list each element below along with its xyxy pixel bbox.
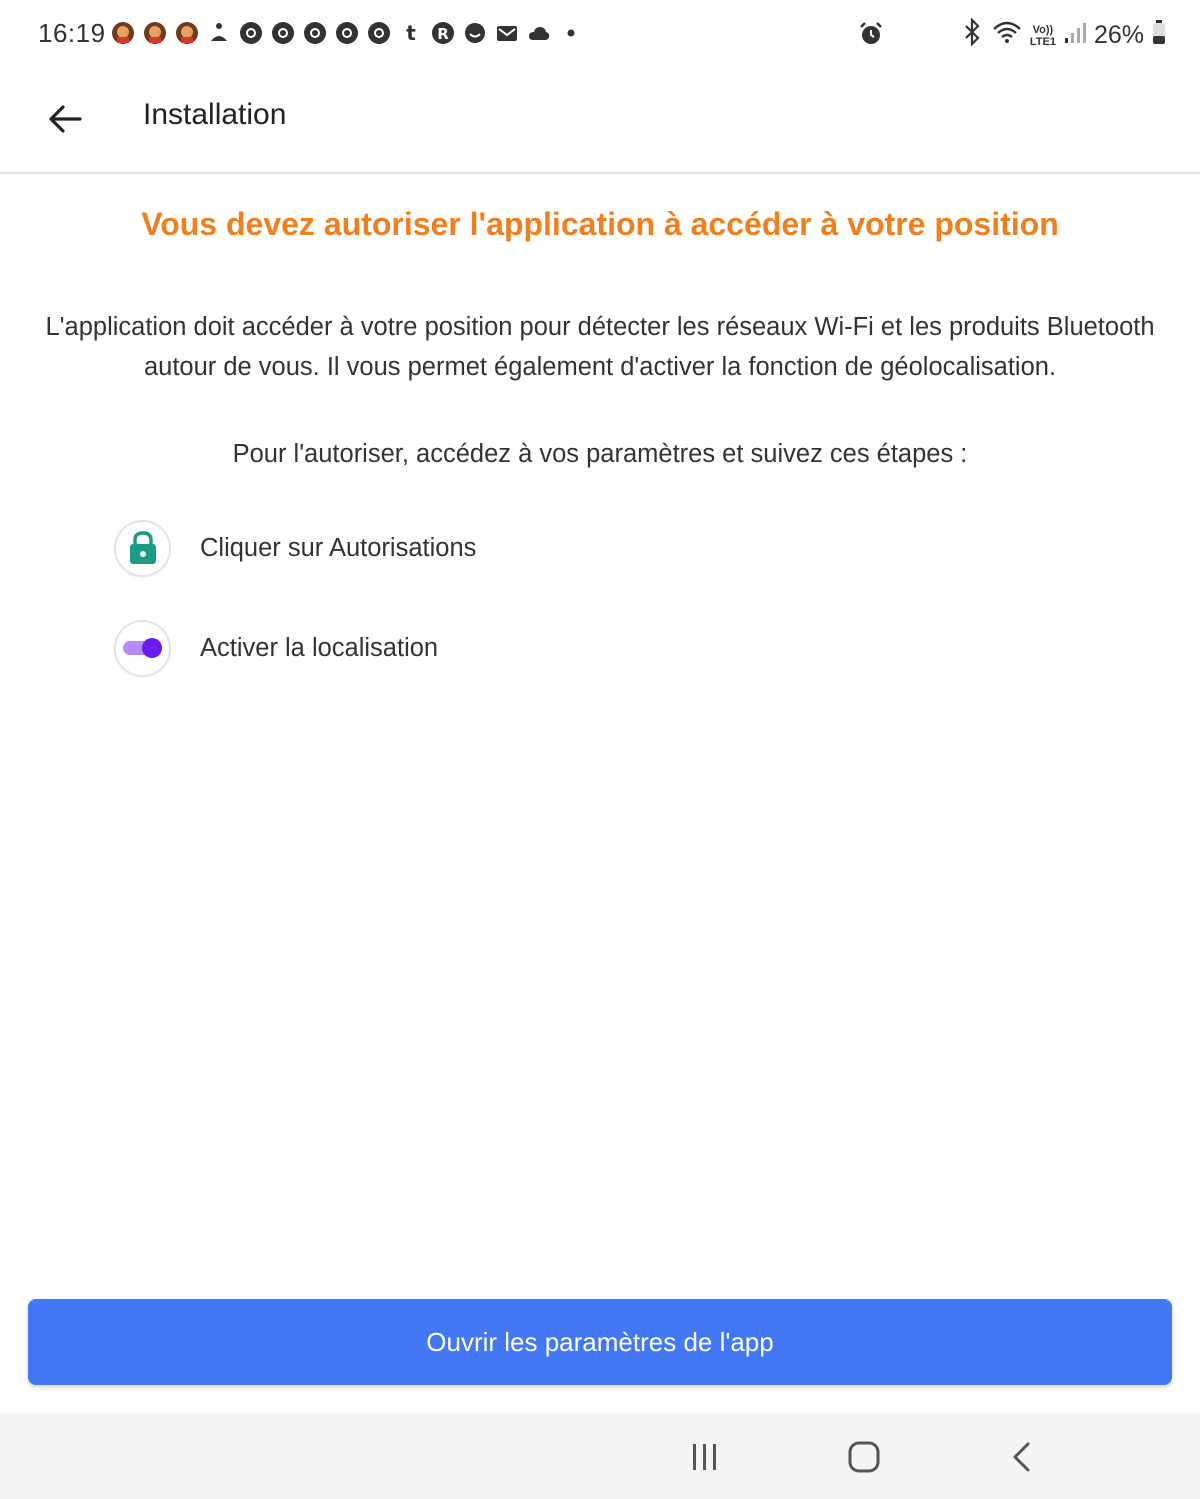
permission-description: L'application doit accéder à votre position pour détecter les réseaux Wi-Fi et les produits Bluetooth autour de vous. Il vous permet également d'activer la fonction de géolocalisation. <box>45 313 1155 381</box>
game-avatar-icon <box>174 20 200 46</box>
status-bar <box>0 0 1200 70</box>
chrome-icon <box>366 20 392 46</box>
recent-apps-button[interactable] <box>683 1435 727 1479</box>
chrome-icon <box>270 20 296 46</box>
step-label: Cliquer sur Autorisations <box>200 533 477 562</box>
status-time: 16:19 <box>38 18 106 48</box>
signal-icon <box>1064 20 1086 51</box>
alarm-icon <box>858 21 884 52</box>
svg-text:R: R <box>437 25 449 43</box>
permission-headline: Vous devez autoriser l'application à accéder à votre position <box>141 206 1059 242</box>
step-location <box>114 619 438 677</box>
instruction-text: Pour l'autoriser, accédez à vos paramètres et suivez ces étapes : <box>232 440 968 468</box>
chrome-icon <box>238 20 264 46</box>
step-authorizations <box>114 519 476 577</box>
bluetooth-icon <box>960 18 984 53</box>
page-title: Installation <box>143 98 287 131</box>
home-icon <box>847 1440 881 1474</box>
volte-label: Vo)) <box>1032 23 1054 36</box>
back-button[interactable] <box>40 94 90 144</box>
wifi-icon <box>992 19 1022 52</box>
mail-icon <box>494 20 520 46</box>
r-app-icon <box>430 20 456 46</box>
toggle-icon <box>114 620 171 677</box>
open-app-settings-button[interactable]: Ouvrir les paramètres de l'app <box>28 1299 1172 1385</box>
lock-icon <box>114 520 171 577</box>
back-icon <box>1010 1441 1034 1473</box>
chrome-icon <box>334 20 360 46</box>
dot-icon <box>558 20 584 46</box>
recent-apps-icon <box>690 1442 720 1472</box>
chrome-icon <box>302 20 328 46</box>
volte-indicator <box>1030 24 1056 48</box>
status-right <box>960 18 1166 53</box>
navigation-bar <box>0 1413 1200 1499</box>
network-label: LTE1 <box>1029 35 1056 48</box>
game-avatar-icon <box>110 20 136 46</box>
meditation-icon <box>206 20 232 46</box>
battery-icon <box>1152 19 1166 52</box>
tumblr-icon <box>398 20 424 46</box>
game-avatar-icon <box>142 20 168 46</box>
svg-text:t: t <box>406 21 416 45</box>
battery-percent: 26% <box>1093 21 1144 49</box>
cloud-icon <box>526 20 552 46</box>
smile-icon <box>462 20 488 46</box>
notification-icons <box>110 20 584 46</box>
nav-back-button[interactable] <box>1000 1435 1044 1479</box>
home-button[interactable] <box>842 1435 886 1479</box>
step-label: Activer la localisation <box>200 633 439 662</box>
app-bar <box>0 70 1200 174</box>
arrow-left-icon <box>48 104 82 134</box>
